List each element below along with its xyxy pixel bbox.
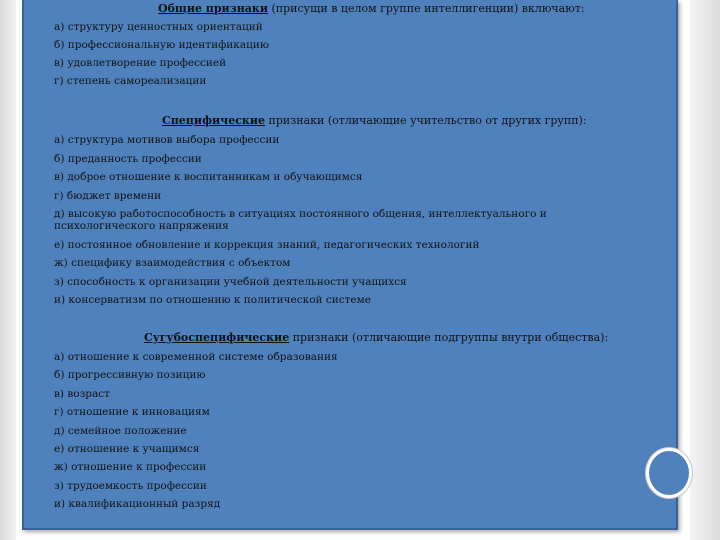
general-features-list (54, 21, 654, 87)
list-item: д) семейное положение (54, 424, 187, 437)
super-specific-features-section (54, 331, 654, 517)
super-specific-heading-underlined: Сугубоспецифические (144, 331, 290, 344)
general-heading-rest: (присущи в целом группе интеллигенции) включают: (268, 2, 585, 15)
list-item: д) высокую работоспособность в ситуациях постоянного общения, интеллектуального и психологического напряжения (54, 208, 547, 232)
list-item: б) профессиональную идентификацию (54, 39, 270, 51)
general-features-heading (54, 2, 654, 16)
list-item: е) отношение к учащимся (54, 442, 200, 455)
general-heading-underlined: Общие признаки (158, 2, 269, 15)
list-item: г) бюджет времени (54, 189, 162, 202)
list-item: ж) отношение к профессии (54, 461, 207, 474)
list-item: и) квалификационный разряд (54, 498, 221, 511)
list-item: ж) специфику взаимодействия с объектом (54, 257, 291, 269)
list-item: г) отношение к инновациям (54, 406, 210, 419)
list-item: з) способность к организации учебной деятельности учащихся (54, 275, 407, 288)
super-specific-features-heading (54, 331, 654, 345)
decorative-circle (646, 448, 692, 498)
specific-features-list (54, 134, 654, 306)
list-item: б) преданность профессии (54, 152, 202, 165)
list-item: з) трудоемкость профессии (54, 479, 207, 492)
list-item: г) степень самореализации (54, 75, 207, 87)
general-features-section (54, 2, 654, 93)
slide-left-edge (0, 0, 16, 540)
super-specific-features-list (54, 351, 654, 510)
list-item: в) удовлетворение профессией (54, 57, 227, 69)
list-item: в) возраст (54, 387, 110, 400)
list-item: в) доброе отношение к воспитанникам и обучающимся (54, 171, 363, 183)
list-item: а) структуру ценностных ориентаций (54, 21, 263, 33)
specific-features-section (54, 114, 654, 313)
super-specific-heading-rest: признаки (отличающие подгруппы внутри общества): (289, 331, 609, 344)
specific-heading-rest: признаки (отличающие учительство от других групп): (265, 114, 587, 127)
content-panel (22, 0, 678, 530)
specific-features-heading (54, 114, 654, 128)
list-item: е) постоянное обновление и коррекция знаний, педагогических технологий (54, 238, 480, 251)
list-item: б) прогрессивную позицию (54, 369, 206, 382)
list-item: а) отношение к современной системе образования (54, 351, 338, 363)
slide-right-edge (690, 0, 720, 540)
list-item: а) структура мотивов выбора профессии (54, 134, 280, 146)
list-item: и) консерватизм по отношению к политической системе (54, 294, 372, 306)
specific-heading-underlined: Специфические (162, 114, 266, 127)
